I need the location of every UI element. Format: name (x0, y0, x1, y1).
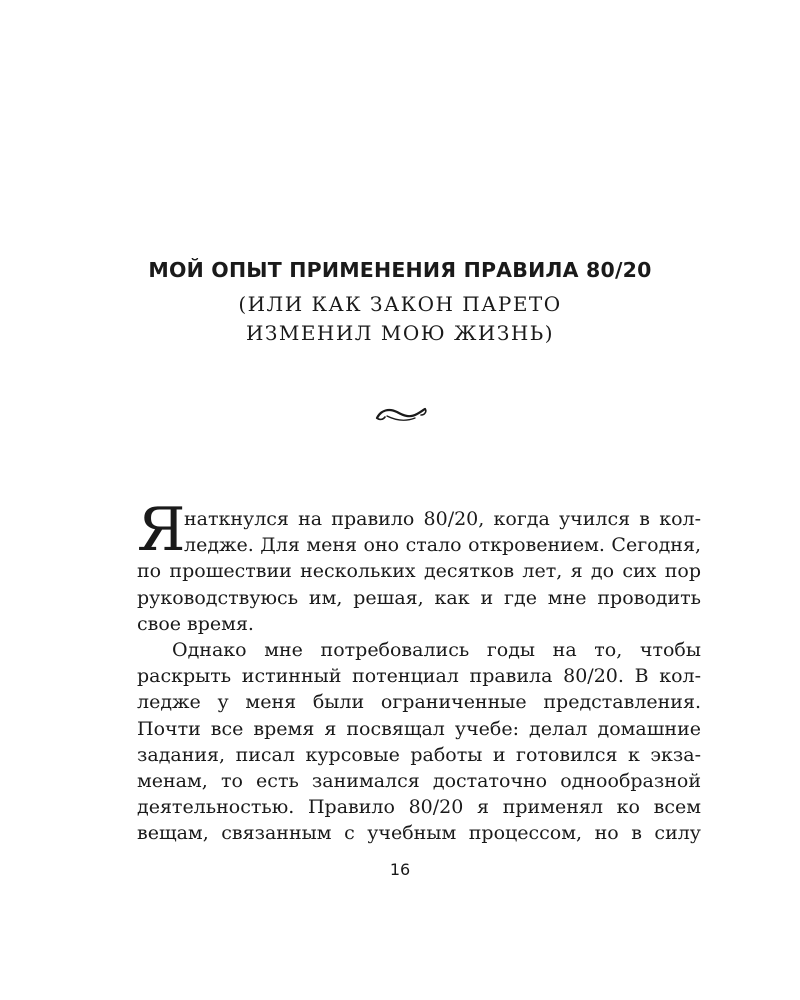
text-line: Однако мне потребовались годы на то, чтобы (172, 639, 701, 662)
paragraph (137, 495, 701, 637)
text-line: раскрыть истинный потенциал правила 80/20. В кол- (137, 665, 701, 688)
text-line: менам, то есть занимался достаточно однообразной (137, 770, 701, 793)
chapter-subtitle (0, 290, 800, 348)
text-line: свое время. (137, 612, 254, 635)
text-line: деятельностью. Правило 80/20 я применял ко всем (137, 796, 701, 819)
swash-ornament-icon (373, 402, 429, 424)
text-line: ледже у меня были ограниченные представления. (137, 691, 701, 714)
text-line: по прошествии нескольких десятков лет, я до сих пор (137, 560, 701, 583)
chapter-title: МОЙ ОПЫТ ПРИМЕНЕНИЯ ПРАВИЛА 80/20 (148, 258, 652, 282)
text-line: Почти все время я посвящал учебе: делал домашние (137, 717, 701, 740)
text-line: руководствуюсь им, решая, как и где мне проводить (137, 586, 701, 609)
text-line: ледже. Для меня оно стало откровением. Сегодня, (184, 534, 701, 557)
body-text (137, 495, 701, 847)
subtitle-line: ИЗМЕНИЛ МОЮ ЖИЗНЬ) (245, 321, 555, 345)
text-line: вещам, связанным с учебным процессом, но в силу (137, 822, 701, 845)
subtitle-line: (ИЛИ КАК ЗАКОН ПАРЕТО (238, 292, 562, 316)
text-line: наткнулся на правило 80/20, когда учился в кол- (184, 508, 701, 530)
drop-cap: Я (137, 495, 186, 565)
paragraph (137, 637, 701, 847)
text-line: задания, писал курсовые работы и готовился к экза- (137, 743, 701, 766)
page-number: 16 (389, 860, 411, 879)
